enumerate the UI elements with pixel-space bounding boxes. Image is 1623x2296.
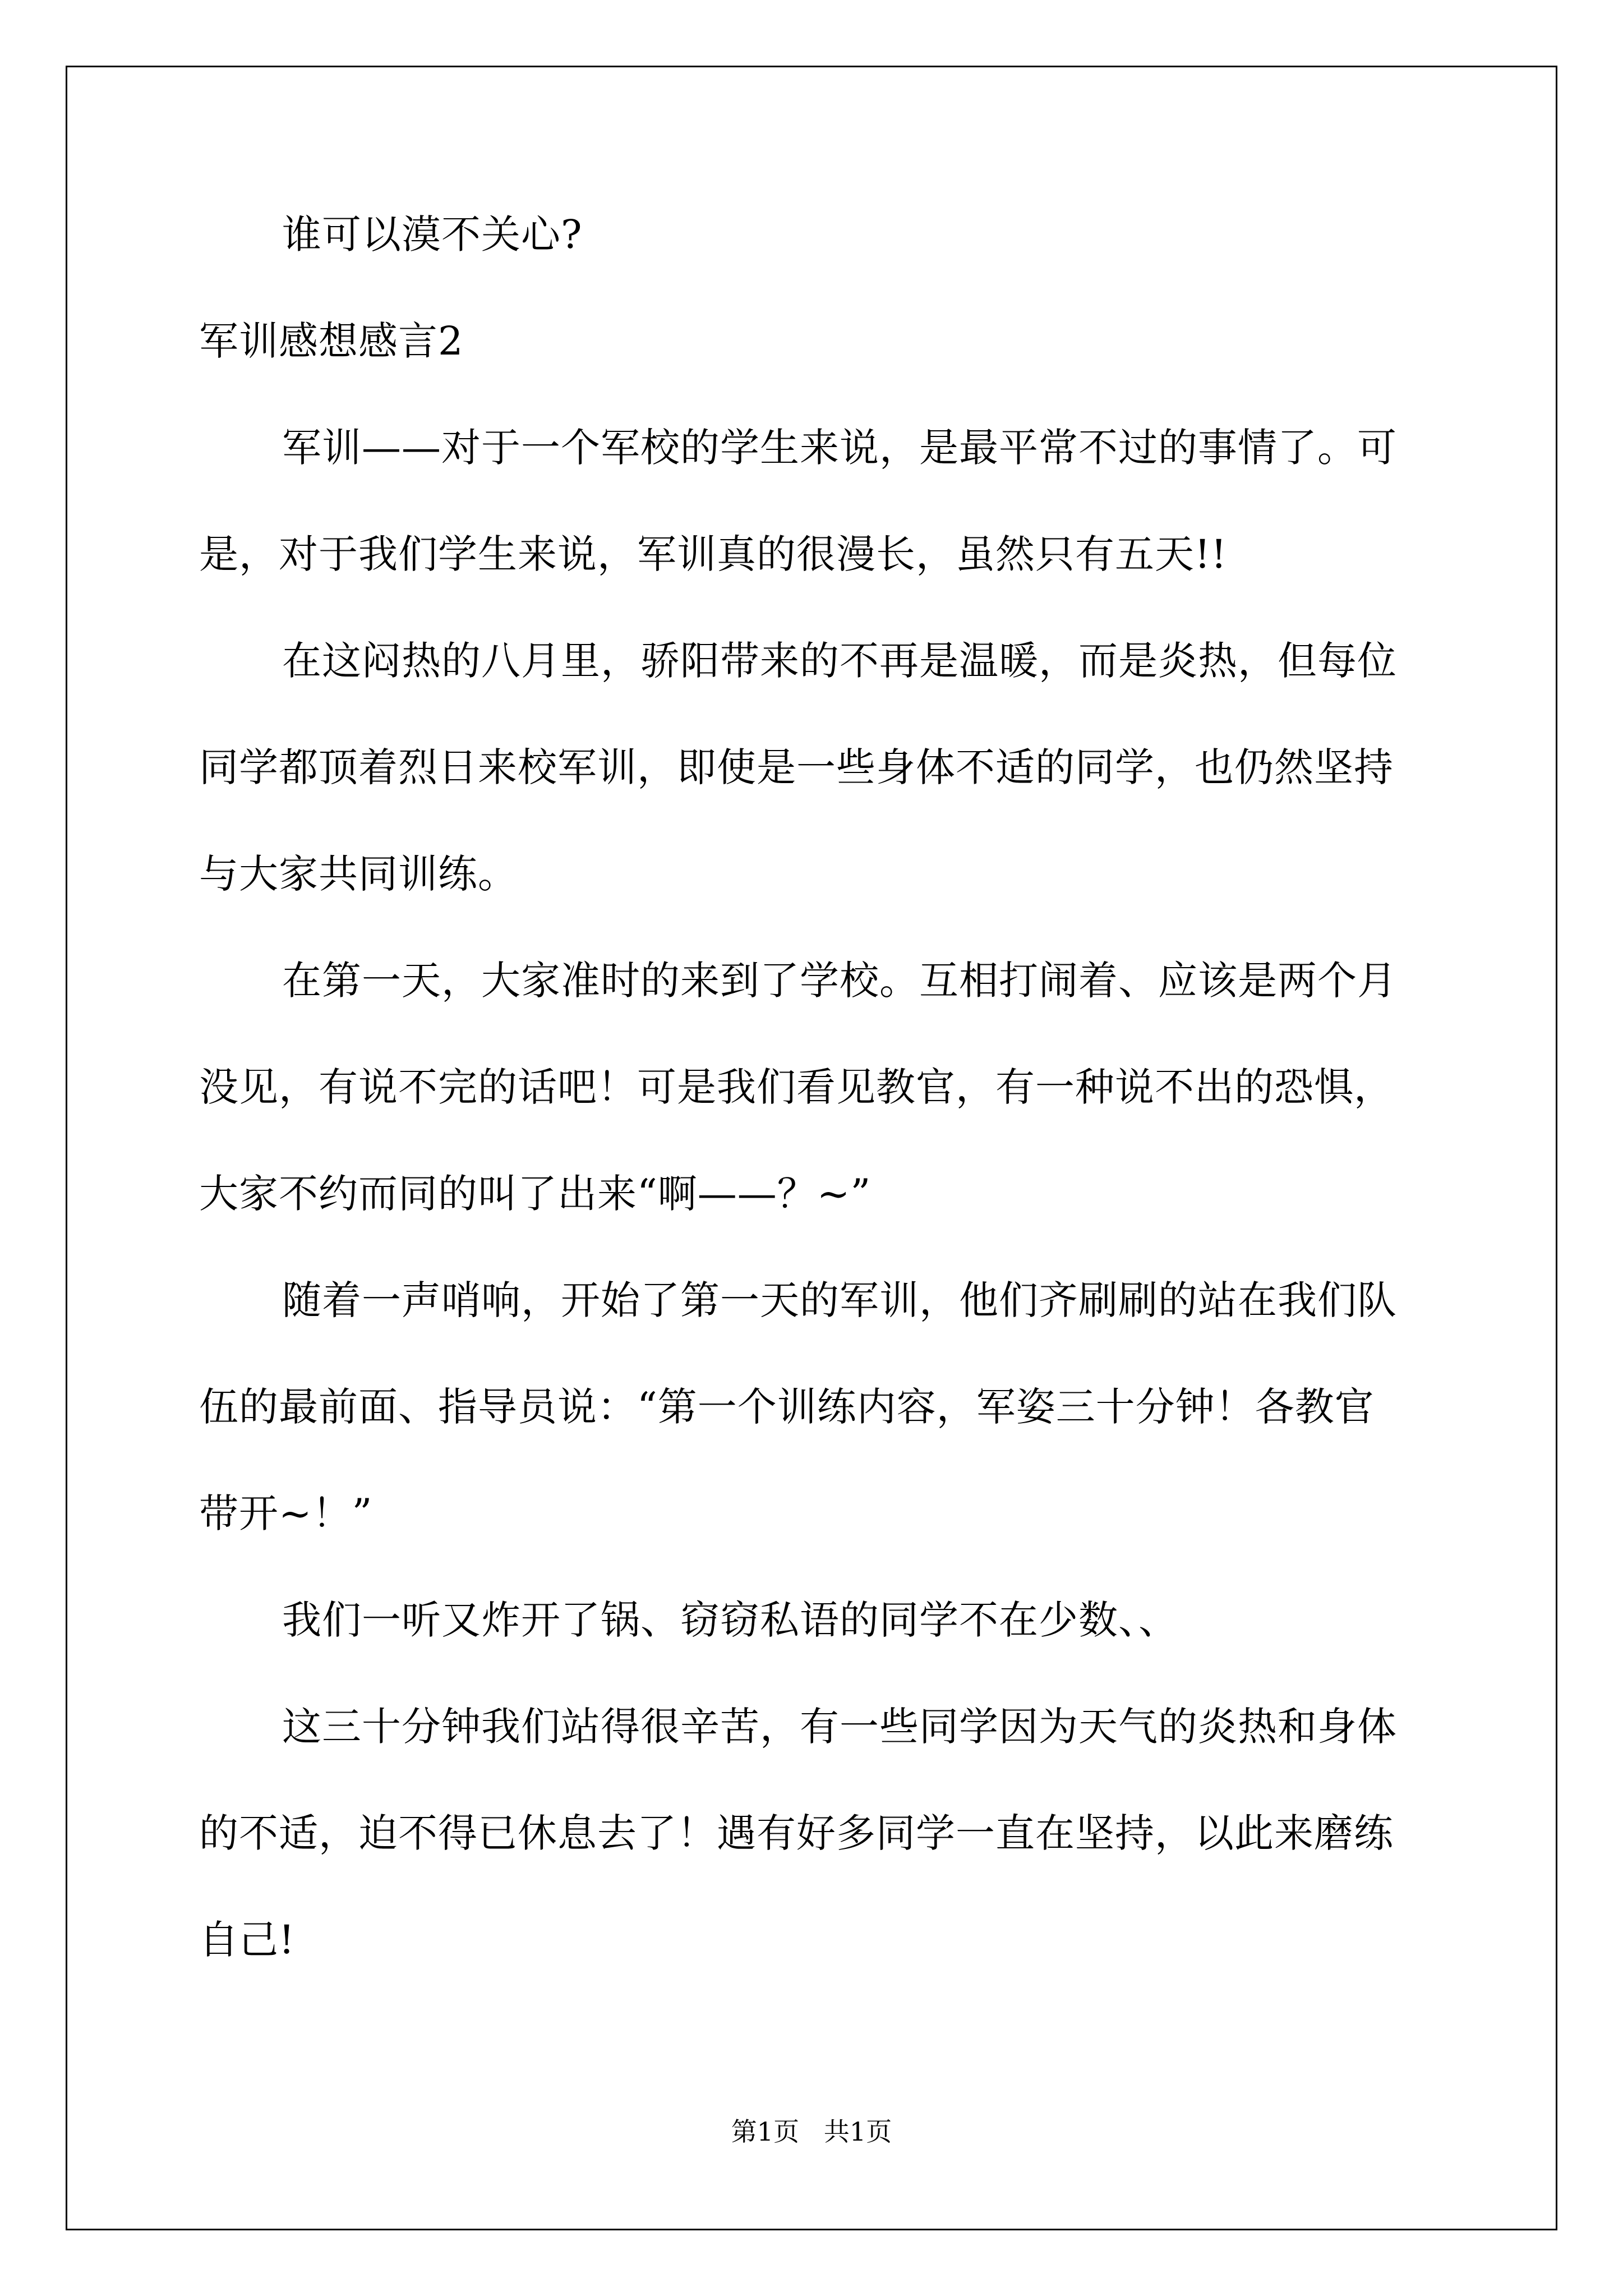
paragraph-line: 同学都顶着烈日来校军训，即使是一些身体不适的同学，也仍然坚持 <box>199 744 1394 790</box>
paragraph-line: 伍的最前面、指导员说：“第一个训练内容，军姿三十分钟！各教官 <box>199 1384 1375 1430</box>
paragraph-line: 自己! <box>199 1917 296 1963</box>
paragraph-line: 我们一听又炸开了锅、窃窃私语的同学不在少数、、 <box>282 1597 1178 1643</box>
section-heading: 军训感想感言2 <box>199 318 464 364</box>
paragraph-line: 谁可以漠不关心? <box>282 211 583 257</box>
paragraph-line: 这三十分钟我们站得很辛苦，有一些同学因为天气的炎热和身体 <box>282 1704 1397 1750</box>
paragraph-line: 带开~！” <box>199 1490 373 1536</box>
paragraph-line: 没见，有说不完的话吧！可是我们看见教官，有一种说不出的恐惧， <box>199 1064 1394 1110</box>
paragraph-line: 与大家共同训练。 <box>199 851 518 897</box>
paragraph-line: 的不适，迫不得已休息去了！遇有好多同学一直在坚持，以此来磨练 <box>199 1810 1394 1856</box>
paragraph-line: 随着一声哨响，开始了第一天的军训，他们齐刷刷的站在我们队 <box>282 1277 1397 1323</box>
paragraph-line: 在第一天，大家准时的来到了学校。互相打闹着、应该是两个月 <box>282 958 1397 1004</box>
paragraph-line: 在这闷热的八月里，骄阳带来的不再是温暖，而是炎热，但每位 <box>282 638 1397 684</box>
page-number-footer: 第1页 共1页 <box>731 2116 892 2147</box>
page-border <box>66 66 1557 2230</box>
paragraph-line: 大家不约而同的叫了出来“啊——？~” <box>199 1171 872 1217</box>
paragraph-line: 是，对于我们学生来说，军训真的很漫长，虽然只有五天!! <box>199 531 1228 577</box>
paragraph-line: 军训——对于一个军校的学生来说，是最平常不过的事情了。可 <box>282 425 1397 471</box>
